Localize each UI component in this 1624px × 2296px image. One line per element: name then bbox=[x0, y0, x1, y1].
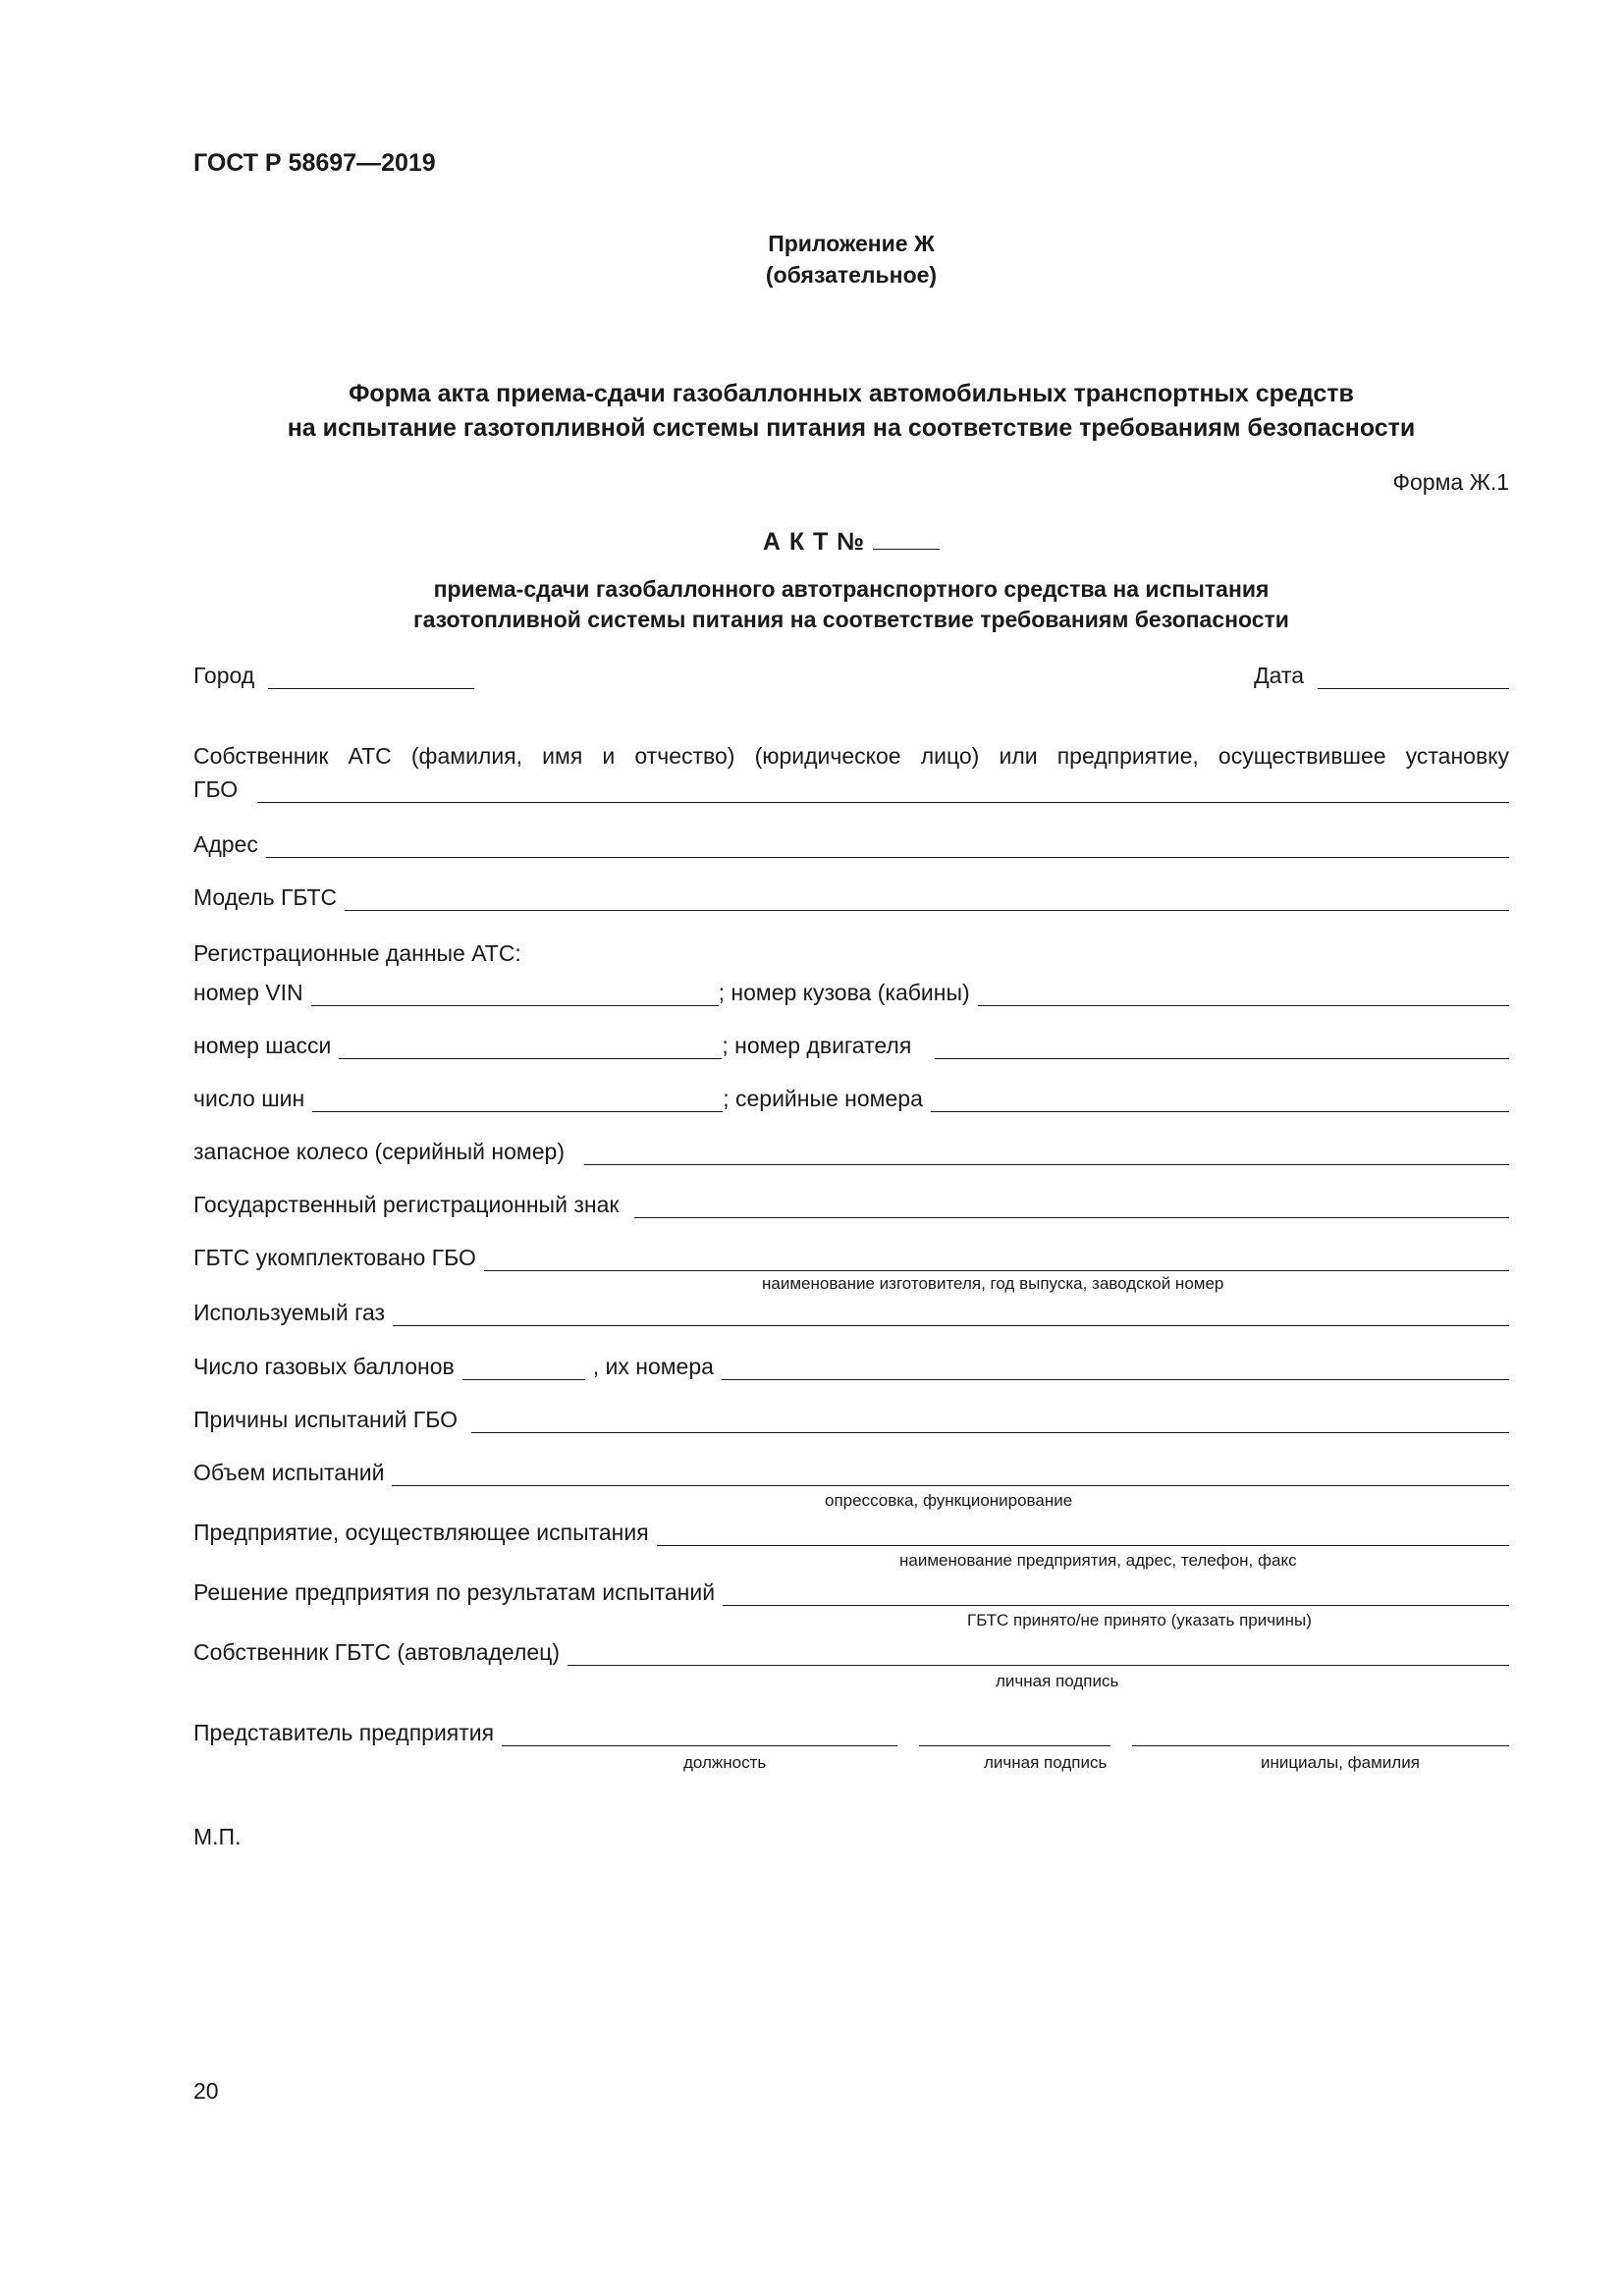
decision-hint: ГБТС принято/не принято (указать причины) bbox=[967, 1611, 1312, 1629]
chassis-field[interactable] bbox=[339, 1035, 722, 1059]
row-owner-sign bbox=[193, 1636, 1509, 1666]
row-gas bbox=[193, 1297, 1509, 1326]
standard-number: ГОСТ Р 58697—2019 bbox=[193, 149, 436, 177]
serials-field[interactable] bbox=[931, 1088, 1509, 1112]
row-city-date bbox=[193, 660, 1509, 689]
rep-name-field[interactable] bbox=[1132, 1722, 1509, 1746]
model-label: Модель ГБТС bbox=[193, 884, 338, 910]
form-title-line1: Форма акта приема-сдачи газобаллонных автомобильных транспортных средств bbox=[349, 380, 1354, 407]
rep-position-hint: должность bbox=[683, 1753, 767, 1772]
rep-label: Представитель предприятия bbox=[193, 1720, 495, 1745]
cyl-numbers-field[interactable] bbox=[722, 1356, 1509, 1380]
cyl-numbers-label: , их номера bbox=[592, 1354, 714, 1379]
owner-sign-hint: личная подпись bbox=[996, 1672, 1119, 1690]
chassis-label: номер шасси bbox=[193, 1033, 332, 1058]
row-representative bbox=[193, 1717, 1509, 1746]
reasons-field[interactable] bbox=[471, 1409, 1509, 1433]
row-decision bbox=[193, 1576, 1509, 1606]
reasons-label: Причины испытаний ГБО bbox=[193, 1407, 458, 1432]
row-enterprise bbox=[193, 1517, 1509, 1546]
act-subtitle-line2: газотопливной системы питания на соответствие требованиям безопасности bbox=[413, 607, 1289, 632]
city-field[interactable] bbox=[268, 665, 474, 689]
form-number: Форма Ж.1 bbox=[1392, 469, 1509, 495]
gas-label: Используемый газ bbox=[193, 1300, 386, 1325]
equipped-field[interactable] bbox=[484, 1247, 1509, 1271]
rep-position-field[interactable] bbox=[502, 1722, 897, 1746]
equipped-label: ГБТС укомплектовано ГБО bbox=[193, 1245, 476, 1270]
act-subtitle bbox=[193, 574, 1509, 635]
body-field[interactable] bbox=[978, 982, 1509, 1006]
date-label: Дата bbox=[1254, 663, 1304, 688]
row-equipped bbox=[193, 1242, 1509, 1271]
tires-field[interactable] bbox=[312, 1088, 723, 1112]
act-heading-label: А К Т № bbox=[762, 528, 866, 556]
owner-sign-label: Собственник ГБТС (автовладелец) bbox=[193, 1639, 560, 1665]
rep-sign-hint: личная подпись bbox=[984, 1753, 1108, 1772]
body-label: ; номер кузова (кабины) bbox=[718, 980, 970, 1005]
owner-label-line2: ГБО bbox=[193, 776, 239, 802]
enterprise-hint: наименование предприятия, адрес, телефон, факс bbox=[899, 1551, 1297, 1570]
row-owner bbox=[193, 774, 1509, 803]
row-address bbox=[193, 828, 1509, 858]
row-reasons bbox=[193, 1404, 1509, 1433]
form-title bbox=[193, 377, 1509, 446]
spare-label: запасное колесо (серийный номер) bbox=[193, 1139, 565, 1164]
address-label: Адрес bbox=[193, 831, 258, 857]
act-number-line[interactable] bbox=[873, 527, 940, 550]
rep-sign-field[interactable] bbox=[919, 1722, 1110, 1746]
owner-sign-field[interactable] bbox=[568, 1641, 1509, 1666]
row-plate bbox=[193, 1189, 1509, 1218]
act-heading bbox=[193, 527, 1509, 557]
enterprise-label: Предприятие, осуществляющее испытания bbox=[193, 1520, 649, 1545]
decision-field[interactable] bbox=[723, 1581, 1509, 1606]
row-chassis-engine bbox=[193, 1030, 1509, 1059]
gas-field[interactable] bbox=[393, 1302, 1509, 1326]
scope-label: Объем испытаний bbox=[193, 1460, 385, 1485]
cylinders-count-field[interactable] bbox=[462, 1356, 585, 1380]
date-field[interactable] bbox=[1318, 665, 1509, 689]
tires-label: число шин bbox=[193, 1086, 305, 1111]
cylinders-label: Число газовых баллонов bbox=[193, 1354, 455, 1379]
row-vin-body bbox=[193, 977, 1509, 1006]
spare-field[interactable] bbox=[584, 1141, 1509, 1165]
enterprise-field[interactable] bbox=[657, 1522, 1509, 1546]
page-number: 20 bbox=[193, 2078, 219, 2104]
row-reg-data bbox=[193, 937, 1509, 967]
owner-field[interactable] bbox=[257, 778, 1509, 803]
scope-field[interactable] bbox=[392, 1462, 1509, 1486]
act-subtitle-line1: приема-сдачи газобаллонного автотранспортного средства на испытания bbox=[433, 576, 1270, 602]
rep-name-hint: инициалы, фамилия bbox=[1261, 1753, 1420, 1772]
scope-hint: опрессовка, функционирование bbox=[825, 1491, 1073, 1510]
form-title-line2: на испытание газотопливной системы питания на соответствие требованиям безопасности bbox=[287, 414, 1416, 442]
vin-field[interactable] bbox=[311, 982, 719, 1006]
address-field[interactable] bbox=[266, 833, 1509, 858]
engine-label: ; номер двигателя bbox=[722, 1033, 912, 1058]
row-spare bbox=[193, 1136, 1509, 1165]
vin-label: номер VIN bbox=[193, 980, 303, 1005]
serials-label: ; серийные номера bbox=[723, 1086, 923, 1111]
plate-label: Государственный регистрационный знак bbox=[193, 1192, 620, 1217]
row-model bbox=[193, 881, 1509, 911]
annex-status: (обязательное) bbox=[765, 262, 938, 288]
reg-data-label: Регистрационные данные АТС: bbox=[193, 940, 521, 966]
stamp-place: М.П. bbox=[193, 1824, 242, 1849]
equipped-hint: наименование изготовителя, год выпуска, заводской номер bbox=[762, 1274, 1224, 1293]
row-cylinders bbox=[193, 1351, 1509, 1380]
owner-label-line1: Собственник АТС (фамилия, имя и отчество) (юридическое лицо) или предприятие, осуществившее установку bbox=[193, 743, 1509, 769]
plate-field[interactable] bbox=[634, 1194, 1509, 1218]
city-label: Город bbox=[193, 663, 255, 688]
row-scope bbox=[193, 1457, 1509, 1486]
row-tires-serials bbox=[193, 1083, 1509, 1112]
annex-heading bbox=[193, 228, 1509, 291]
engine-field[interactable] bbox=[935, 1035, 1509, 1059]
model-field[interactable] bbox=[345, 886, 1509, 911]
annex-title: Приложение Ж bbox=[768, 231, 935, 256]
decision-label: Решение предприятия по результатам испытаний bbox=[193, 1579, 716, 1605]
